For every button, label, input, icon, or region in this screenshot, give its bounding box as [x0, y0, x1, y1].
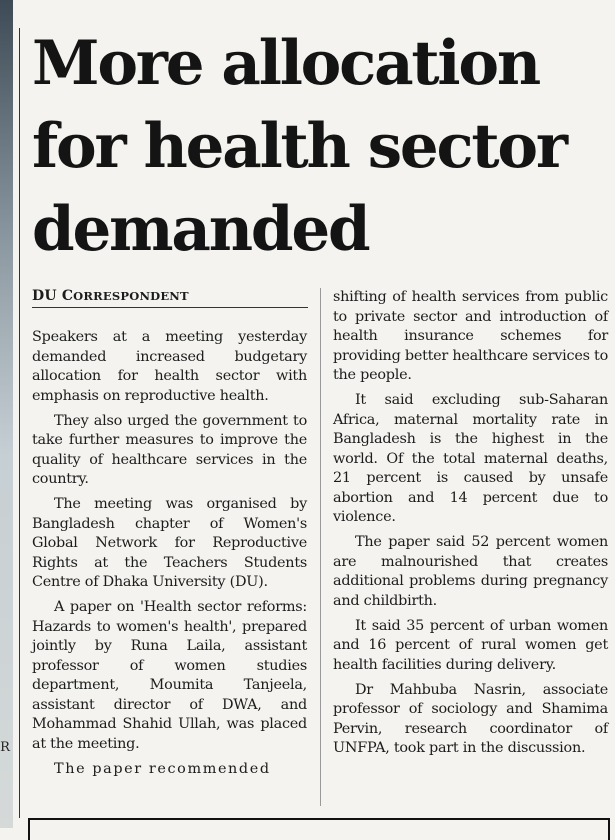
- paragraph: The paper recommended: [54, 760, 271, 777]
- paragraph: The paper said 52 percent women are malnourished that creates additional problems during pregnancy and childbirth.: [333, 534, 608, 609]
- next-article-box-edge: [28, 818, 610, 840]
- paragraph: The meeting was organised by Bangladesh chapter of Women's Global Network for Reproductive Rights at the Teachers Students Centre of Dhaka University (DU).: [32, 496, 307, 590]
- article-column-2: [333, 288, 608, 764]
- headline-line-2: for health sector: [32, 111, 566, 182]
- adjacent-photo-edge: [0, 0, 13, 828]
- article-column-1: [32, 328, 307, 785]
- paragraph: Dr Mahbuba Nasrin, associate professor of sociology and Shamima Pervin, research coordinator of UNFPA, took part in the discussion.: [333, 681, 608, 756]
- byline-initials: DU C: [32, 288, 74, 304]
- paragraph: A paper on 'Health sector reforms: Hazards to women's health', prepared jointly by Runa Laila, assistant professor of women studies department, Moumita Tanjeela, assistant director of DWA, and Mohammad Shahid Ullah, was placed at the meeting.: [32, 599, 307, 752]
- byline: [32, 288, 308, 308]
- headline: [32, 22, 602, 271]
- paragraph: It said excluding sub-Saharan Africa, maternal mortality rate in Bangladesh is the highest in the world. Of the total maternal deaths, 21 percent is caused by unsafe abortion and 14 percent due to violence.: [333, 392, 608, 525]
- paragraph: They also urged the government to take further measures to improve the quality of healthcare services in the country.: [32, 412, 307, 487]
- column-divider: [320, 288, 321, 806]
- byline-rest: ORRESPONDENT: [73, 289, 189, 303]
- headline-line-1: More allocation: [32, 28, 540, 99]
- paragraph: It said 35 percent of urban women and 16 percent of rural women get health facilities during delivery.: [333, 617, 608, 673]
- paragraph: Speakers at a meeting yesterday demanded increased budgetary allocation for health sector with emphasis on reproductive health.: [32, 329, 307, 404]
- paragraph: shifting of health services from public to private sector and introduction of health insurance schemes for providing better healthcare services to the people.: [333, 289, 608, 383]
- headline-line-3: demanded: [32, 194, 369, 265]
- left-column-rule: [19, 28, 20, 818]
- edge-letter: R: [0, 740, 10, 755]
